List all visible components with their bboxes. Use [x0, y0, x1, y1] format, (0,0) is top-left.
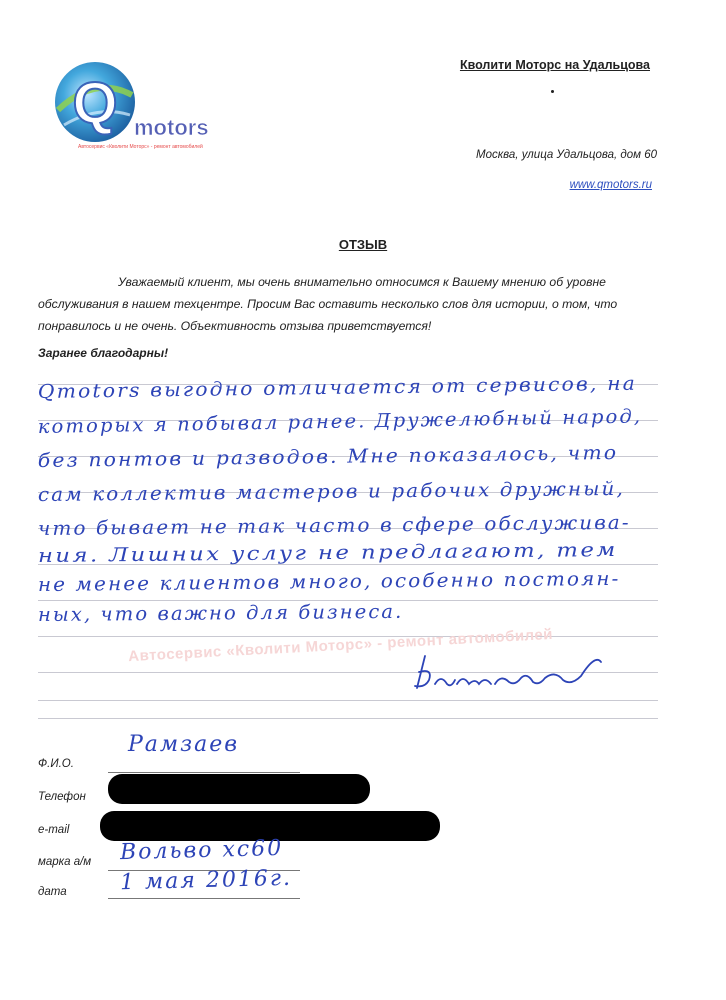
review-line: которых я побывал ранее. Дружелюбный народ,	[37, 405, 643, 438]
website-link[interactable]: www.qmotors.ru	[569, 179, 652, 191]
name-field-line	[108, 772, 300, 773]
ruled-line	[38, 718, 658, 719]
review-line: Qmotors выгодно отличается от сервисов, на	[37, 372, 638, 403]
signature	[405, 650, 615, 700]
review-line: сам коллектив мастеров и рабочих дружный,	[37, 477, 625, 506]
logo-text: motors	[134, 115, 209, 140]
phone-label: Телефон	[38, 791, 86, 803]
page-title: ОТЗЫВ	[338, 237, 388, 252]
car-value: Вольво хс60	[119, 835, 284, 866]
review-line: не менее клиентов много, особенно постоян-	[37, 567, 621, 596]
dot-mark	[551, 90, 554, 93]
company-address: Москва, улица Удальцова, дом 60	[476, 149, 657, 161]
email-label: e-mail	[38, 824, 70, 836]
date-label: дата	[38, 886, 67, 898]
review-line: ных, что важно для бизнеса.	[37, 600, 404, 626]
review-line: ния. Лишних услуг не предлагают, тем	[37, 538, 618, 567]
date-value: 1 мая 2016г.	[119, 865, 293, 896]
company-name: Кволити Моторс на Удальцова	[459, 58, 650, 72]
logo-tagline: Автосервис «Кволити Моторс» - ремонт автомобилей	[78, 144, 203, 150]
name-value: Рамзаев	[128, 732, 240, 757]
review-line: без понтов и разводов. Мне показалось, что	[37, 441, 619, 472]
thanks-text: Заранее благодарны!	[38, 346, 169, 360]
watermark-text: Автосервис «Кволити Моторс» - ремонт автомобилей	[127, 625, 554, 666]
ruled-line	[38, 700, 658, 701]
redacted-phone	[108, 774, 370, 804]
name-label: Ф.И.О.	[38, 758, 74, 770]
car-label: марка а/м	[38, 856, 92, 868]
intro-text: Уважаемый клиент, мы очень внимательно относимся к Вашему мнению об уровне обслуживания в нашем техцентре. Просим Вас оставить несколько слов для истории, о том, что понравилось и не очень. Объективность отзыва приветствуется!	[38, 275, 618, 333]
date-field-line	[108, 898, 300, 899]
logo-letter: Q	[72, 71, 118, 136]
signature-icon	[405, 650, 615, 700]
review-line: что бывает не так часто в сфере обслужива-	[37, 511, 631, 540]
